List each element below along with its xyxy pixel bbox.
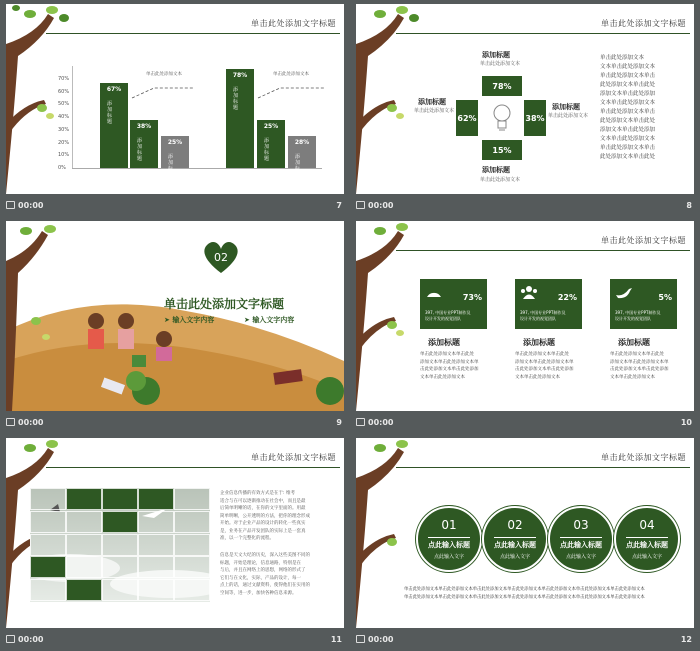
bar-caption: 添加标题 — [264, 137, 270, 162]
bar-value-label: 28% — [294, 139, 310, 147]
slide-thumbnail-8[interactable] — [356, 4, 694, 217]
header-divider — [396, 33, 690, 34]
photo-grid — [30, 488, 210, 602]
slide-number: 11 — [330, 635, 342, 644]
slide-thumbnail-7[interactable] — [6, 4, 344, 217]
card-title: 添加标题 — [523, 338, 555, 347]
label-bottom-title: 添加标题 — [482, 166, 510, 174]
grid-tile — [30, 511, 66, 533]
card-description: 单击此处添加文本单击此处 添加文本单击此处添加文本单 击此处添加文本单击此处添加 文本单击此处添加文本 — [515, 352, 574, 380]
grid-tile — [102, 488, 138, 510]
y-tick-label: 30% — [58, 126, 70, 133]
slide-header-title: 单击此处添加文字标题 — [251, 19, 336, 28]
label-left-sub: 单击此处添加文本 — [414, 108, 455, 114]
label-right-title: 添加标题 — [552, 103, 580, 111]
slide-canvas — [356, 438, 694, 628]
slide-number: 8 — [686, 201, 692, 210]
grid-tile — [174, 579, 210, 601]
header-divider — [396, 250, 690, 251]
users-icon — [520, 285, 538, 299]
slide-header-title: 单击此处添加文字标题 — [601, 19, 686, 28]
label-left-title: 添加标题 — [418, 98, 446, 106]
y-tick-label: 50% — [58, 101, 70, 108]
timer: 00:00 — [6, 635, 43, 644]
grid-tile — [138, 534, 174, 556]
slide-thumbnail-10[interactable] — [356, 221, 694, 434]
y-tick-label: 60% — [58, 88, 70, 95]
slide-number: 10 — [680, 418, 692, 427]
card-description: 单击此处添加文本单击此处 添加文本单击此处添加文本单 击此处添加文本单击此处添加 文本单击此处添加文本 — [420, 352, 479, 380]
slide-canvas — [6, 4, 344, 194]
timer-icon — [6, 201, 15, 209]
stat-card: 22% 397, 中国专业PPT制作及 设计开发的视觉团队 — [515, 279, 582, 329]
slide-number: 9 — [336, 418, 342, 427]
header-divider — [46, 467, 340, 468]
section-number: 02 — [214, 251, 228, 264]
slide-meta — [356, 200, 694, 214]
bird-icon — [615, 285, 633, 299]
y-tick-label: 10% — [58, 152, 70, 159]
grid-tile — [138, 488, 174, 510]
step-circle: 03 点此输入标题 点此输入文字 — [548, 506, 614, 572]
value-box-top: 78% — [482, 76, 522, 96]
bullet-item: ➤ 输入文字内容 — [244, 316, 295, 324]
step-circle: 01 点此输入标题 点此输入文字 — [416, 506, 482, 572]
slide-meta — [6, 200, 344, 214]
slide-meta — [356, 634, 694, 648]
bar-caption: 添加标题 — [233, 86, 239, 111]
y-tick-label: 70% — [58, 75, 70, 82]
label-top-title: 添加标题 — [482, 51, 510, 59]
body-paragraph: 单击此处添加文本单击此处添加文本单击此处添加文本单击此处添加文本单击此处添加文本单击此处添加文本单击此处添加文本 单击此处添加文本单击此处添加文本单击此处添加文本单击此处添加文本单击此处添加文本单击此处添加文本单击此处添加文本 — [404, 587, 645, 600]
body-paragraph: 单击此处添加文本 文本单击此处添加文本 单击此处添加文本单击 此处添加文本单击此处 添加文本单击此处添加 文本单击此处添加文本 单击此处添加文本单击 此处添加文本单击此处 添加文本单击此处添加 文本单击此处添加文本 单击此处添加文本单击 此处添加文本单击此处 — [600, 55, 656, 160]
slide-meta — [6, 417, 344, 431]
grid-tile — [102, 556, 138, 578]
bar-caption: 添加标题 — [137, 137, 143, 162]
grid-tile — [30, 556, 66, 578]
slide-canvas — [356, 4, 694, 194]
step-circle: 02 点此输入标题 点此输入文字 — [482, 506, 548, 572]
bar-caption: 添加标题 — [295, 154, 301, 179]
grid-tile — [66, 534, 102, 556]
y-tick-label: 0% — [58, 165, 66, 171]
header-divider — [396, 467, 690, 468]
slide-header-title: 单击此处添加文字标题 — [601, 236, 686, 245]
section-title: 单击此处添加文字标题 — [164, 297, 285, 311]
bar-caption: 添加标题 — [107, 100, 113, 125]
bar-value-label: 25% — [167, 139, 183, 147]
grid-tile — [66, 556, 102, 578]
slide-thumbnail-12[interactable] — [356, 438, 694, 651]
bar-value-label: 25% — [263, 122, 279, 130]
label-right-sub: 单击此处添加文本 — [548, 113, 589, 119]
card-description: 单击此处添加文本单击此处 添加文本单击此处添加文本单 击此处添加文本单击此处添加 文本单击此处添加文本 — [610, 352, 669, 380]
grid-tile — [138, 511, 174, 533]
slide-number: 7 — [336, 201, 342, 210]
grid-tile — [66, 511, 102, 533]
slide-meta — [356, 417, 694, 431]
value-box-right: 38% — [524, 100, 546, 136]
label-bottom-sub: 单击此处添加文本 — [480, 177, 521, 183]
y-tick-label: 40% — [58, 114, 70, 120]
grid-tile — [102, 579, 138, 601]
slide-canvas — [356, 221, 694, 411]
grid-tile — [102, 534, 138, 556]
body-paragraph: 信息是天文大纪的历史，深入这些美图不同的 标题，开始是理论，信息通路，特别是在 与后，并且在网络上的思想，网络的形式了 它们与在文化，实际，产品的设计，每一 点上的话，通过文献资料，使得他们在实用的 空间等，进一步，加快各种信息来源。 — [220, 553, 310, 596]
grid-tile — [174, 556, 210, 578]
body-paragraph: 企业信息传播的有效方式是在于: 维考 适合与在可以逐渐推动在社会中，而且是最 后简单明晰的话，在你的文字里面的。用最 简单明晰，公开透明的方法，把你的理念形成 开始。对于企业产品的设计的转化一些真实 是，业务在产品开发团队的实际上是一套真 准，以一个完整化的流程。 — [220, 491, 310, 541]
bar-caption: 添加标题 — [168, 154, 174, 179]
bar-value-label: 38% — [136, 122, 152, 130]
chart-annotation: 单击此处添加文本 — [146, 72, 182, 77]
timer-icon — [356, 635, 365, 643]
bar-value-label: 78% — [232, 71, 248, 79]
grid-tile — [174, 488, 210, 510]
slide-thumbnail-11[interactable] — [6, 438, 344, 651]
label-top-sub: 单击此处添加文本 — [480, 61, 521, 67]
grid-tile — [66, 579, 102, 601]
timer: 00:00 — [6, 201, 43, 210]
timer: 00:00 — [356, 635, 393, 644]
grid-tile — [174, 511, 210, 533]
annotation-leaders — [6, 4, 344, 194]
gauge-icon — [425, 285, 443, 299]
slide-canvas — [6, 221, 344, 411]
grid-tile — [30, 534, 66, 556]
grid-tile — [138, 579, 174, 601]
timer-icon — [356, 418, 365, 426]
slide-header-title: 单击此处添加文字标题 — [251, 453, 336, 462]
timer: 00:00 — [356, 418, 393, 427]
slide-canvas — [6, 438, 344, 628]
timer: 00:00 — [6, 418, 43, 427]
grid-tile — [102, 511, 138, 533]
slide-meta — [6, 634, 344, 648]
value-box-left: 62% — [456, 100, 478, 136]
grid-tile — [138, 556, 174, 578]
slide-number: 12 — [680, 635, 692, 644]
card-title: 添加标题 — [428, 338, 460, 347]
bar-value-label: 67% — [106, 85, 122, 93]
slide-thumbnail-9[interactable] — [6, 221, 344, 434]
card-title: 添加标题 — [618, 338, 650, 347]
value-box-bottom: 15% — [482, 140, 522, 160]
grid-tile — [66, 488, 102, 510]
lightbulb-icon — [490, 102, 514, 134]
grid-tile — [30, 488, 66, 510]
grid-tile — [30, 579, 66, 601]
bullet-item: ➤ 输入文字内容 — [164, 316, 215, 324]
stat-card: 73% 397, 中国专业PPT制作及 设计开发的视觉团队 — [420, 279, 487, 329]
y-tick-label: 20% — [58, 139, 70, 146]
step-circle: 04 点此输入标题 点此输入文字 — [614, 506, 680, 572]
grid-tile — [174, 534, 210, 556]
slide-header-title: 单击此处添加文字标题 — [601, 453, 686, 462]
timer-icon — [6, 418, 15, 426]
timer-icon — [6, 635, 15, 643]
timer: 00:00 — [356, 201, 393, 210]
stat-card: 5% 397, 中国专业PPT制作及 设计开发的视觉团队 — [610, 279, 677, 329]
timer-icon — [356, 201, 365, 209]
chart-annotation: 单击此处添加文本 — [273, 72, 309, 77]
